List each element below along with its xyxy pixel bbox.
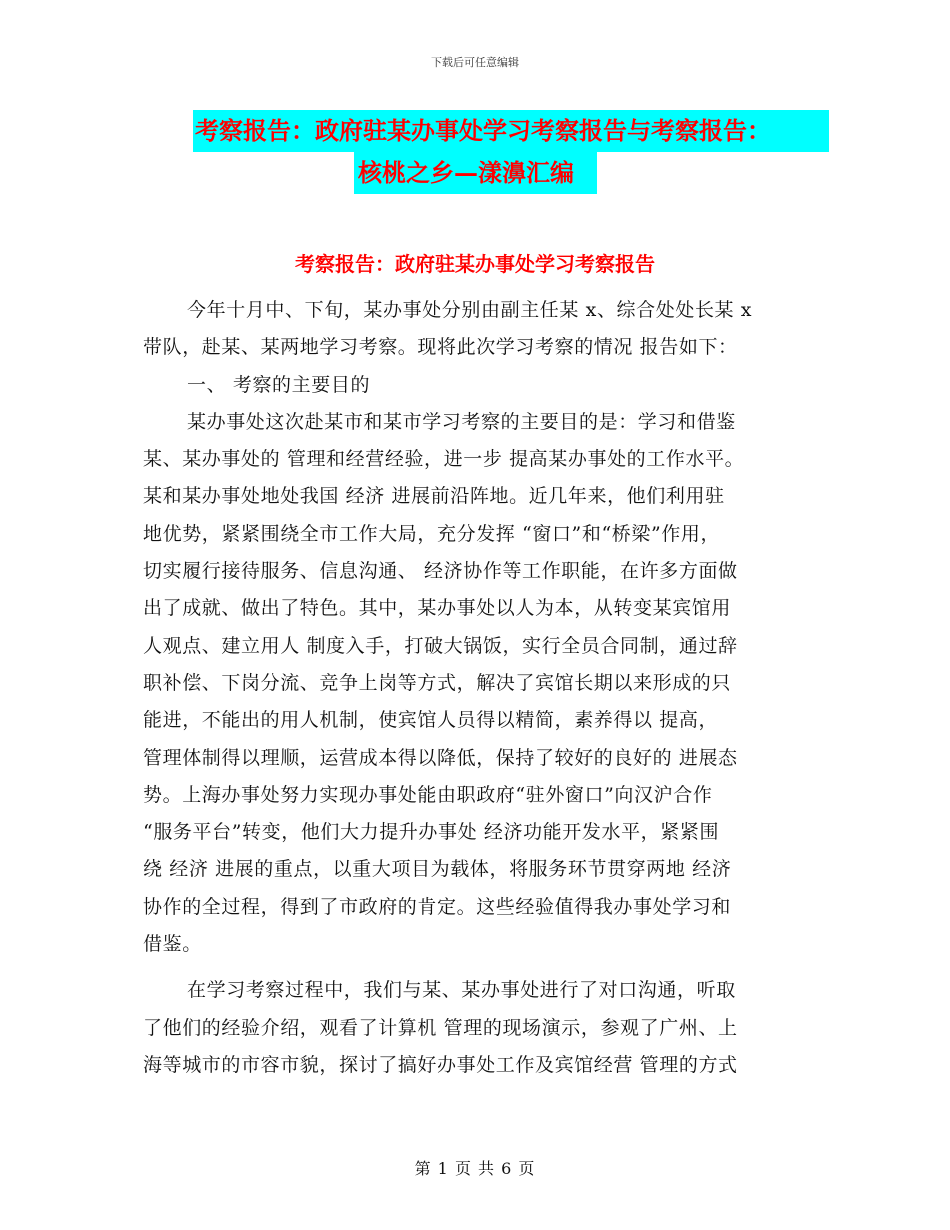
title-line-2: 核桃之乡—漾濞汇编 [354,152,597,194]
body-line: 地优势，紧紧围绕全市工作大局，充分发挥 “窗口”和“桥梁”作用， [143,522,721,545]
body-line: 切实履行接待服务、信息沟通、 经济协作等工作职能，在许多方面做 [143,560,738,583]
body-line: 某、某办事处的 管理和经营经验，进一步 提高某办事处的工作水平。 [143,448,745,471]
body-line: 带队，赴某、某两地学习考察。现将此次学习考察的情况 报告如下： [143,336,738,359]
page-number: 第 1 页 共 6 页 [414,1159,536,1178]
document-title [193,110,827,194]
body-line: 职补偿、下岗分流、竞争上岗等方式，解决了宾馆长期以来形成的只 [143,671,732,694]
body-line: 海等城市的市容市貌，探讨了搞好办事处工作及宾馆经营 管理的方式 [143,1053,738,1076]
body-line: 人观点、建立用人 制度入手，打破大锅饭，实行全员合同制，通过辞 [143,634,738,657]
body-line: 管理体制得以理顺，运营成本得以降低，保持了较好的良好的 进展态 [143,746,738,769]
body-line: 借鉴。 [143,933,202,956]
body-line: 势。上海办事处努力实现办事处能由职政府“驻外窗口”向汉沪合作 [143,783,713,806]
body-line: 一、 考察的主要目的 [187,373,371,396]
header-note: 下载后可任意编辑 [431,56,519,69]
body-text [143,292,818,1084]
body-line: 了他们的经验介绍，观看了计算机 管理的现场演示，参观了广州、上 [143,1016,738,1039]
body-line: 今年十月中、下旬，某办事处分别由副主任某 x、综合处处长某 x [187,299,753,321]
title-line-1: 考察报告：政府驻某办事处学习考察报告与考察报告： [193,110,829,152]
body-line: 协作的全过程，得到了市政府的肯定。这些经验值得我办事处学习和 [143,895,732,918]
body-line: 能进，不能出的用人机制，使宾馆人员得以精简，素养得以 提高， [143,709,719,732]
body-line: 出了成就、做出了特色。其中，某办事处以人为本，从转变某宾馆用 [143,597,732,620]
section-title: 考察报告：政府驻某办事处学习考察报告 [295,252,655,276]
body-line: 在学习考察过程中，我们与某、某办事处进行了对口沟通，听取 [187,979,736,1002]
body-line: 某办事处这次赴某市和某市学习考察的主要目的是：学习和借鉴 [187,410,736,433]
body-line: 某和某办事处地处我国 经济 进展前沿阵地。近几年来，他们利用驻 [143,485,725,508]
body-line: 绕 经济 进展的重点，以重大项目为载体，将服务环节贯穿两地 经济 [143,858,732,881]
body-line: “服务平台”转变，他们大力提升办事处 经济功能开发水平，紧紧围 [143,821,720,844]
